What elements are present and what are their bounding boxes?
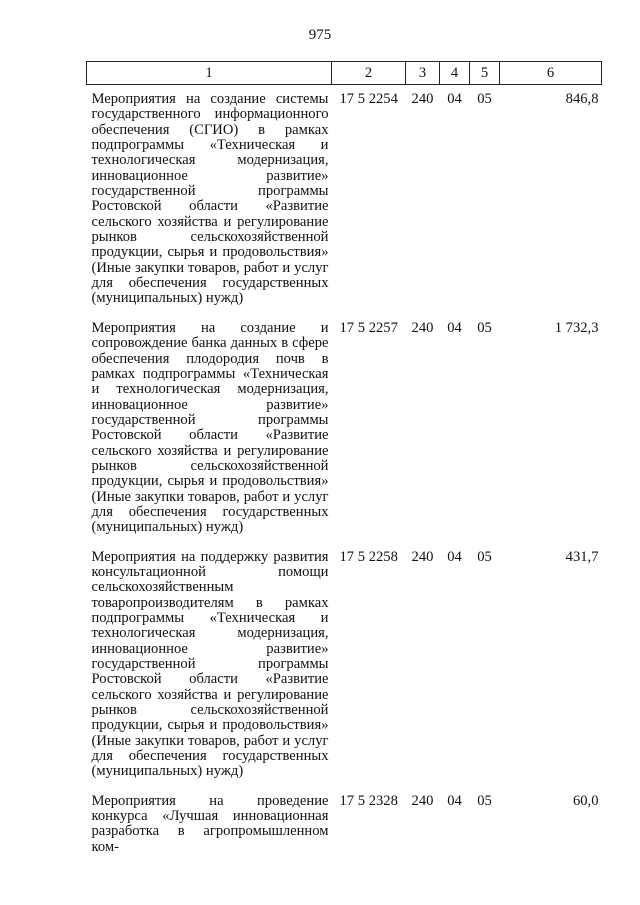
- row-col4: 04: [447, 548, 462, 565]
- row-description: Мероприятия на проведение конкурса «Лучшая инновационная разработка в агропромышленном ком-: [91, 792, 329, 855]
- row-col5: 05: [477, 319, 492, 336]
- row-col5: 05: [477, 792, 492, 809]
- row-col4: 04: [447, 792, 462, 809]
- row-code: 17 5 2257: [339, 319, 398, 336]
- table-body: [87, 85, 602, 864]
- header-cell-4: 4: [440, 62, 470, 85]
- row-col4: 04: [447, 91, 462, 107]
- row-col4: 04: [447, 319, 462, 336]
- row-amount: 431,7: [565, 548, 599, 565]
- row-description: Мероприятия на создание системы государственного информационного обеспечения (СГИО) в рамках подпрограммы «Техническая и технологическая модернизация, инновационное развитие» государственной программы Ростовской области «Развитие сельского хозяйства и регулирование рынков сельскохозяйственной продукции, сырья и продовольствия» (Иные закупки товаров, работ и услуг для обеспечения государственных (муниципальных) нужд): [91, 91, 329, 307]
- table-row: [87, 85, 602, 315]
- row-code: 17 5 2258: [339, 548, 398, 565]
- row-code: 17 5 2328: [339, 792, 398, 809]
- header-row: [87, 62, 602, 85]
- header-cell-3: 3: [406, 62, 440, 85]
- header-cell-1: 1: [87, 62, 332, 85]
- row-col3: 240: [411, 792, 434, 809]
- header-cell-6: 6: [500, 62, 602, 85]
- row-amount: 1 732,3: [554, 319, 599, 336]
- row-description: Мероприятия на создание и сопровождение банка данных в сфере обеспечения плодородия почв в рамках подпрограммы «Техническая и технологическая модернизация, инновационное развитие» государственной программы Ростовской области «Развитие сельского хозяйства и регулирование рынков сельскохозяйственной продукции, сырья и продовольствия» (Иные закупки товаров, работ и услуг для обеспечения государственных (муниципальных) нужд): [91, 319, 329, 536]
- row-code: 17 5 2254: [339, 91, 398, 107]
- row-col3: 240: [411, 91, 434, 107]
- table-header: [87, 62, 602, 85]
- row-col5: 05: [477, 548, 492, 565]
- row-col5: 05: [477, 91, 492, 107]
- row-description: Мероприятия на поддержку развития консультационной помощи сельскохозяйственным товаропроизводителям в рамках подпрограммы «Техническая и технологическая модернизация, инновационное развитие» государственной программы Ростовской области «Развитие сельского хозяйства и регулирование рынков сельскохозяйственной продукции, сырья и продовольствия» (Иные закупки товаров, работ и услуг для обеспечения государственных (муниципальных) нужд): [91, 548, 329, 780]
- row-col3: 240: [411, 548, 434, 565]
- budget-table: [86, 61, 602, 863]
- row-col3: 240: [411, 319, 434, 336]
- table-row: [87, 315, 602, 544]
- row-amount: 846,8: [565, 91, 599, 107]
- header-cell-5: 5: [470, 62, 500, 85]
- table-row: [87, 788, 602, 863]
- table-row: [87, 544, 602, 788]
- row-amount: 60,0: [572, 792, 599, 809]
- page-number: 975: [308, 27, 332, 43]
- header-cell-2: 2: [332, 62, 406, 85]
